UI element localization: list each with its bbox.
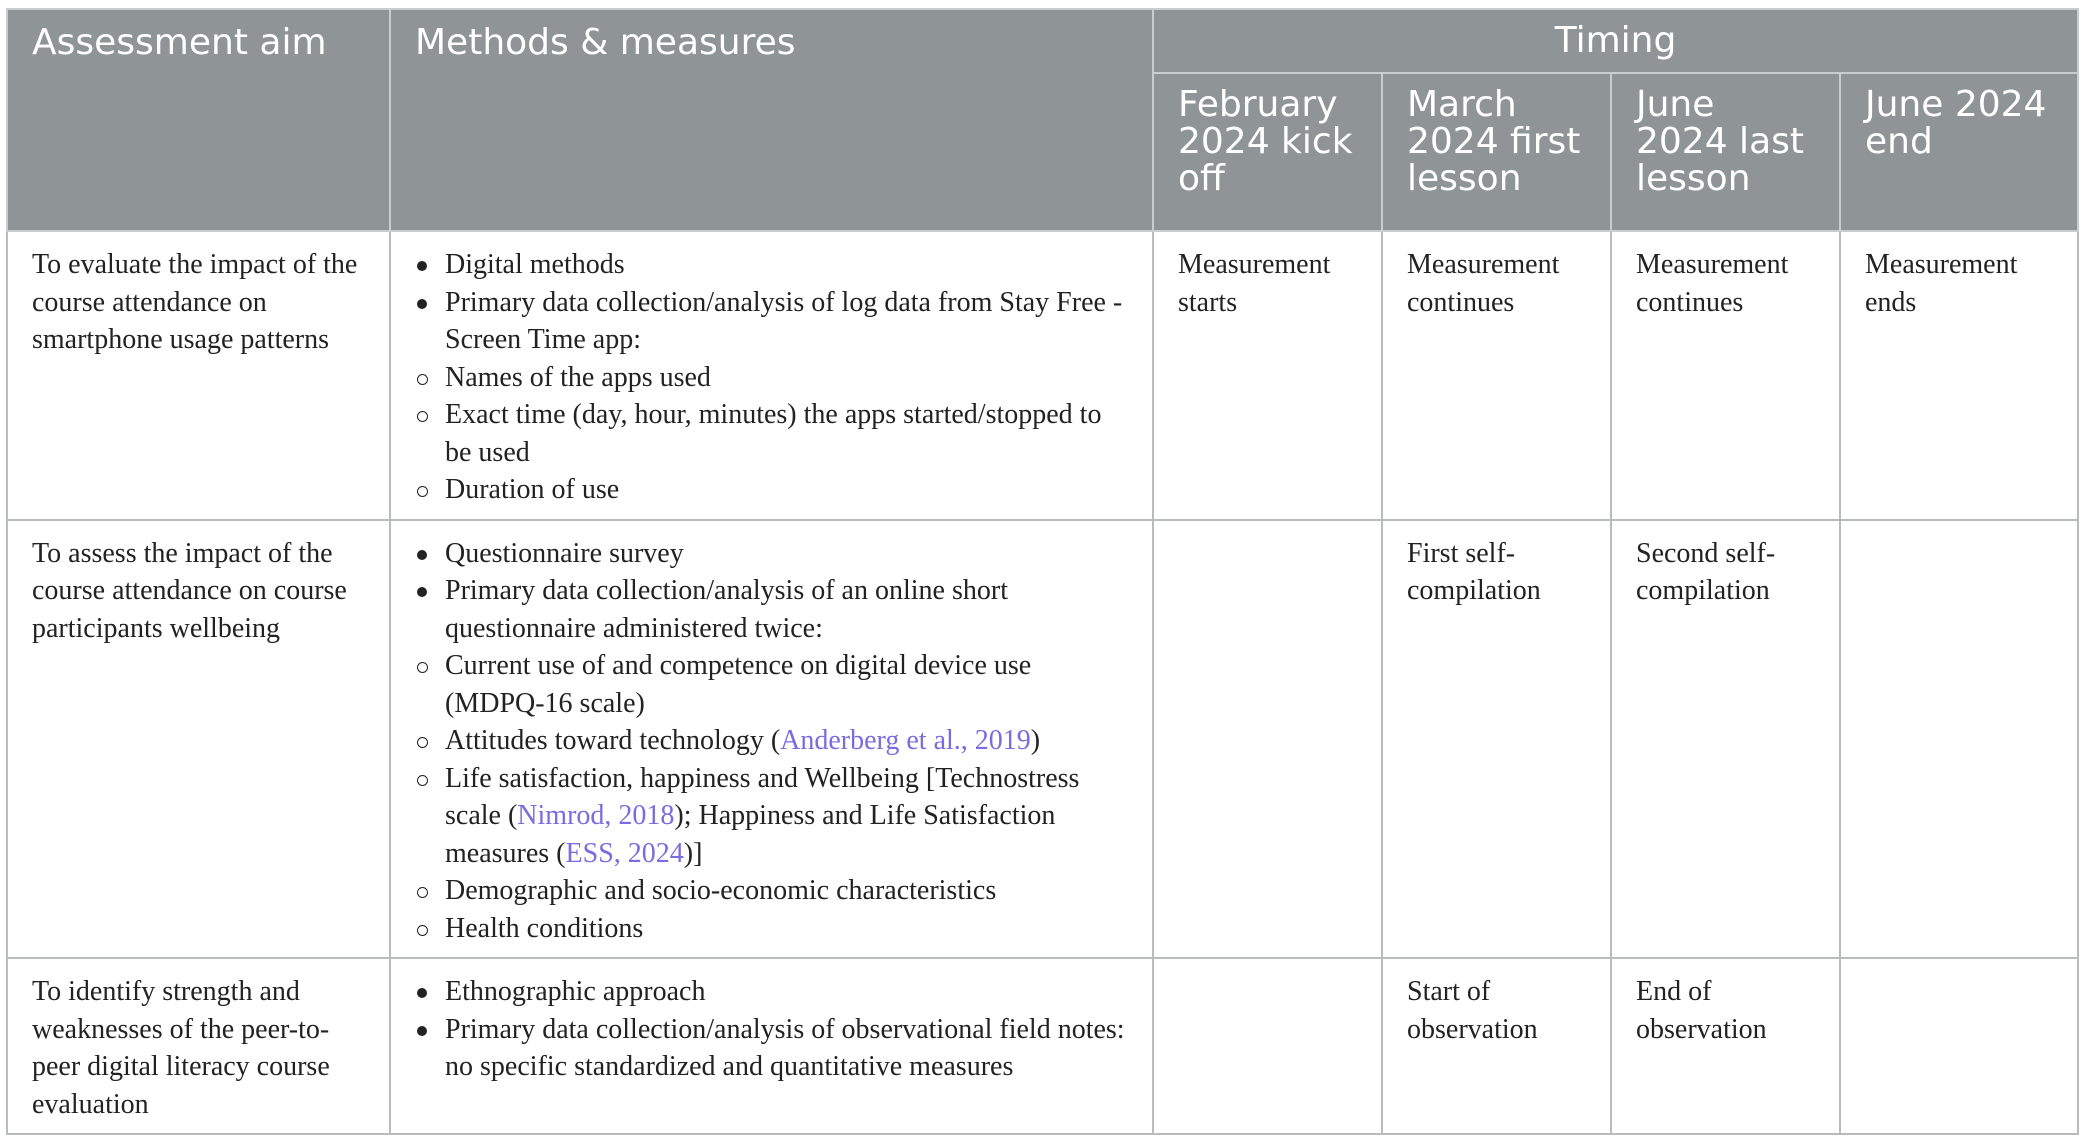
citation-link[interactable]: Anderberg et al., 2019 [780, 725, 1031, 756]
timing-cell-end: Measurement ends [1840, 231, 2078, 520]
list-item: Digital methods [415, 246, 1128, 284]
list-item: Primary data collection/analysis of log data from Stay Free - Screen Time app: [415, 284, 1128, 359]
list-item: Duration of use [415, 471, 1128, 509]
timing-cell-first-lesson: Start of observation [1382, 958, 1611, 1134]
header-assessment-aim: Assessment aim [7, 9, 390, 231]
table-row [7, 958, 2078, 1134]
timing-cell-kickoff [1153, 520, 1382, 959]
methods-cell [390, 231, 1153, 520]
header-phase-last-lesson: June 2024 last lesson [1611, 73, 1840, 231]
table-container [6, 8, 2077, 1135]
timing-cell-first-lesson: Measurement continues [1382, 231, 1611, 520]
methods-list [415, 246, 1128, 509]
aim-cell: To evaluate the impact of the course attendance on smartphone usage patterns [7, 231, 390, 520]
methods-cell [390, 958, 1153, 1134]
list-item: Primary data collection/analysis of an online short questionnaire administered twice: [415, 572, 1128, 647]
methods-list [415, 973, 1128, 1086]
aim-cell: To identify strength and weaknesses of the peer-to-peer digital literacy course evaluation [7, 958, 390, 1134]
list-item: Current use of and competence on digital device use (MDPQ-16 scale) [415, 647, 1128, 722]
timing-cell-last-lesson: Second self-compilation [1611, 520, 1840, 959]
list-item [415, 722, 1128, 760]
header-phase-end: June 2024 end [1840, 73, 2078, 231]
timing-cell-end [1840, 520, 2078, 959]
list-item-text: Life satisfaction, happiness and Wellbeing [Technostress scale ( [445, 762, 1080, 831]
citation-link[interactable]: Nimrod, 2018 [517, 800, 675, 831]
citation-link[interactable]: ESS, 2024 [565, 837, 684, 869]
list-item: Ethnographic approach [415, 973, 1128, 1011]
methods-cell [390, 520, 1153, 959]
list-item-text: ) [1030, 725, 1041, 756]
list-item-text: )] [683, 837, 703, 869]
list-item: Questionnaire survey [415, 535, 1128, 573]
timing-cell-last-lesson: Measurement continues [1611, 231, 1840, 520]
timing-cell-last-lesson: End of observation [1611, 958, 1840, 1134]
list-item: Health conditions [415, 910, 1128, 948]
list-item: Primary data collection/analysis of observational field notes: no specific standardized and quantitative measures [415, 1011, 1128, 1086]
aim-cell: To assess the impact of the course attendance on course participants wellbeing [7, 520, 390, 959]
list-item-text: Attitudes toward technology ( [445, 725, 781, 756]
timing-cell-first-lesson: First self-compilation [1382, 520, 1611, 959]
timing-cell-kickoff [1153, 958, 1382, 1134]
list-item [415, 760, 1128, 873]
table-row [7, 520, 2078, 959]
timing-cell-end [1840, 958, 2078, 1134]
timing-cell-kickoff: Measurement starts [1153, 231, 1382, 520]
header-timing: Timing [1153, 9, 2078, 73]
list-item: Demographic and socio-economic characteristics [415, 872, 1128, 910]
header-methods-measures: Methods & measures [390, 9, 1153, 231]
header-phase-kickoff: February 2024 kick off [1153, 73, 1382, 231]
list-item-text: ); Happiness and Life Satisfaction measures ( [445, 800, 1056, 869]
methods-list [415, 535, 1128, 948]
assessment-table [6, 8, 2079, 1135]
table-row [7, 231, 2078, 520]
list-item: Exact time (day, hour, minutes) the apps started/stopped to be used [415, 396, 1128, 471]
header-phase-first-lesson: March 2024 first lesson [1382, 73, 1611, 231]
list-item: Names of the apps used [415, 359, 1128, 397]
